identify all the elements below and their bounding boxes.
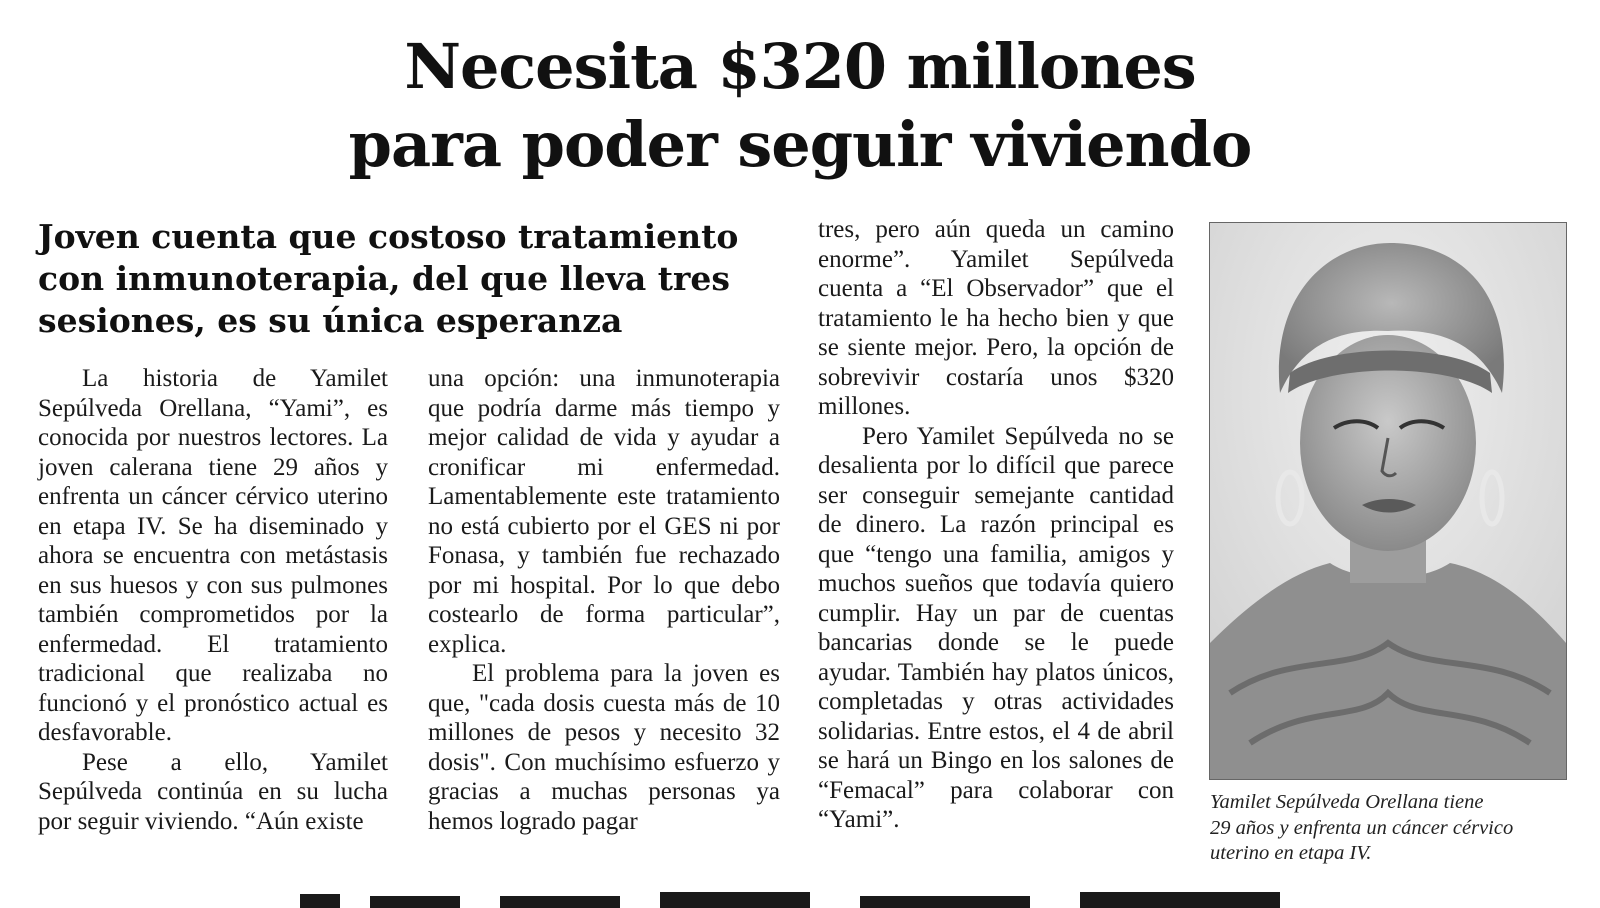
headline-line-2: para poder seguir viviendo [348, 108, 1252, 181]
caption-line-2: 29 años y enfrenta un cáncer cérvico [1210, 816, 1514, 839]
next-article-headline-cropped [300, 888, 1300, 908]
column-2-paragraph-1: una opción: una inmunoterapia que podría darme más tiempo y mejor calidad de vida y ayudar a cronificar mi enfermedad. Lamentablemente este tratamiento no está cubierto por el GES ni por Fonasa, y también fue rechazado por mi hospital. Por lo que debo costearlo de forma particular”, explica. [428, 365, 780, 658]
article-column-2 [428, 364, 780, 836]
column-2-paragraph-2: El problema para la joven es que, "cada dosis cuesta más de 10 millones de pesos y necesito 32 dosis". Con muchísimo esfuerzo y gracias a muchas personas ya hemos logrado pagar [428, 660, 780, 835]
article-column-1 [38, 364, 388, 836]
caption-line-1: Yamilet Sepúlveda Orellana tiene [1210, 791, 1484, 813]
column-1-paragraph-1: La historia de Yamilet Sepúlveda Orellana, “Yami”, es conocida por nuestros lectores. La joven calerana tiene 29 años y enfrenta un cáncer cérvico uterino en etapa IV. Se ha diseminado y ahora se encuentra con metástasis en sus huesos y con sus pulmones también comprometidos por la enfermedad. El tratamiento tradicional que realizaba no funcionó y el pronóstico actual es desfavorable. [38, 365, 388, 746]
subheadline [38, 216, 758, 342]
article-column-3 [818, 215, 1174, 835]
headline-line-1: Necesita $320 millones [404, 30, 1196, 103]
column-3-paragraph-2: Pero Yamilet Sepúlveda no se desalienta por lo difícil que parece ser conseguir semejante cantidad de dinero. La razón principal es que “tengo una familia, amigos y muchos sueños que todavía quiero cumplir. Hay un par de cuentas bancarias donde se le puede ayudar. También hay platos únicos, completadas y otras actividades solidarias. Entre estos, el 4 de abril se hará un Bingo en los salones de “Femacal” para colaborar con “Yami”. [818, 422, 1174, 833]
portrait-photo [1209, 222, 1567, 780]
cropped-headline-glyphs [300, 888, 1300, 908]
subhead-line-3: sesiones, es su única esperanza [38, 301, 623, 340]
column-1-paragraph-2: Pese a ello, Yamilet Sepúlveda continúa en su lucha por seguir viviendo. “Aún existe [38, 748, 388, 835]
subhead-line-1: Joven cuenta que costoso tratamiento [38, 217, 739, 256]
headline [0, 28, 1600, 184]
photo-caption [1210, 790, 1566, 867]
column-3-paragraph-1: tres, pero aún queda un camino enorme”. Yamilet Sepúlveda cuenta a “El Observador” que el tratamiento le ha hecho bien y que se siente mejor. Pero, la opción de sobrevivir costaría unos $320 millones. [818, 216, 1174, 420]
subhead-line-2: con inmunoterapia, del que lleva tres [38, 259, 730, 298]
portrait-illustration [1210, 223, 1566, 779]
caption-line-3: uterino en etapa IV. [1210, 842, 1372, 864]
